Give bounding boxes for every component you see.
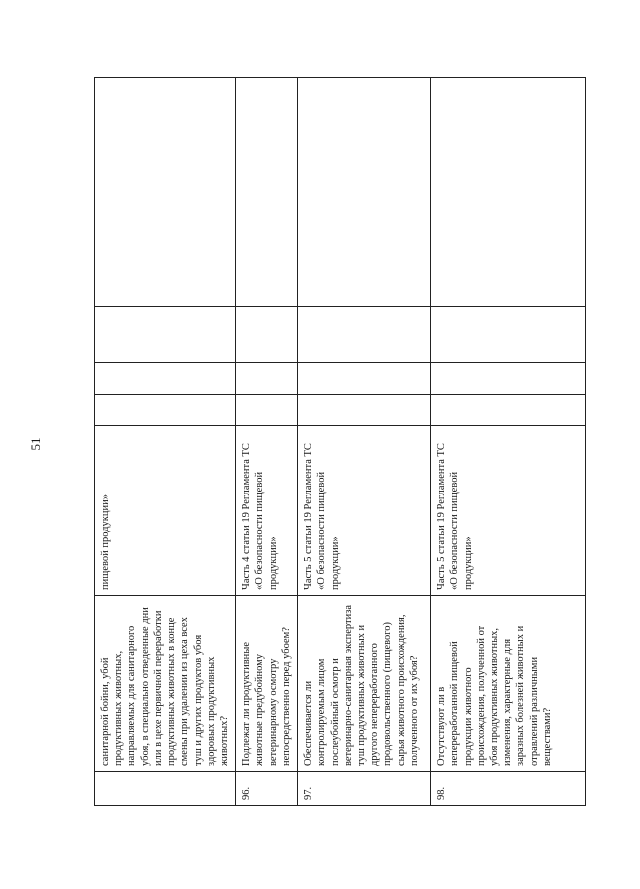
reference-cell [431,426,586,596]
row-number-cell [236,772,298,806]
question-cell [95,596,236,772]
answer-na-cell [431,307,586,363]
row-number-cell [95,772,236,806]
reference-text: Часть 5 статьи 19 Регламента ТС «О безопасности пищевой продукции» [436,443,474,590]
question-text: санитарной бойни, убой продуктивных животных, направляемых для санитарного убоя, в специально отведенные дни или в цехе первичной переработки продуктивных животных в конце смены при удалении из цеха всех туш и других продуктов убоя здоровых продуктивных животных? [100,607,230,766]
table-row [298,78,431,806]
reference-text: Часть 5 статьи 19 Регламента ТС «О безопасности пищевой продукции» [303,443,341,590]
reference-text: Часть 4 статьи 19 Регламента ТС «О безопасности пищевой продукции» [241,443,279,590]
row-number-cell [298,772,431,806]
answer-no-cell [298,363,431,395]
question-text: Обеспечивается ли контролируемым лицом послеубойный осмотр и ветеринарно-санитарная экспертиза туш продуктивных животных и другого непереработанного продовольственного (пищевого) сырья животного происхождения, полученного от их убоя? [303,604,420,766]
question-text: Отсутствуют ли в непереработанной пищевой продукции животного происхождения, полученной от убоя продуктивных животных, изменения, характерные для заразных болезней животных и отравлений различными веществами? [436,625,553,766]
answer-na-cell [298,307,431,363]
question-cell [236,596,298,772]
answer-yes-cell [236,395,298,426]
question-text: Подлежат ли продуктивные животные предубойному ветеринарному осмотру непосредственно перед убоем? [241,627,292,766]
page-number: 51 [28,437,43,451]
reference-cell [298,426,431,596]
reference-cell [95,426,236,596]
table-row [236,78,298,806]
row-number: 97. [303,786,315,800]
question-cell [298,596,431,772]
answer-na-cell [236,307,298,363]
comment-cell [431,78,586,307]
answer-yes-cell [298,395,431,426]
answer-no-cell [431,363,586,395]
row-number: 98. [436,786,448,800]
answer-yes-cell [431,395,586,426]
comment-cell [236,78,298,307]
answer-yes-cell [95,395,236,426]
table-row [431,78,586,806]
answer-no-cell [95,363,236,395]
rotated-table-container [94,78,572,806]
checklist-table [94,77,586,806]
row-number-cell [431,772,586,806]
reference-text: пищевой продукции» [100,494,111,590]
table-row [95,78,236,806]
question-cell [431,596,586,772]
reference-cell [236,426,298,596]
comment-cell [95,78,236,307]
row-number: 96. [241,786,253,800]
answer-no-cell [236,363,298,395]
comment-cell [298,78,431,307]
answer-na-cell [95,307,236,363]
